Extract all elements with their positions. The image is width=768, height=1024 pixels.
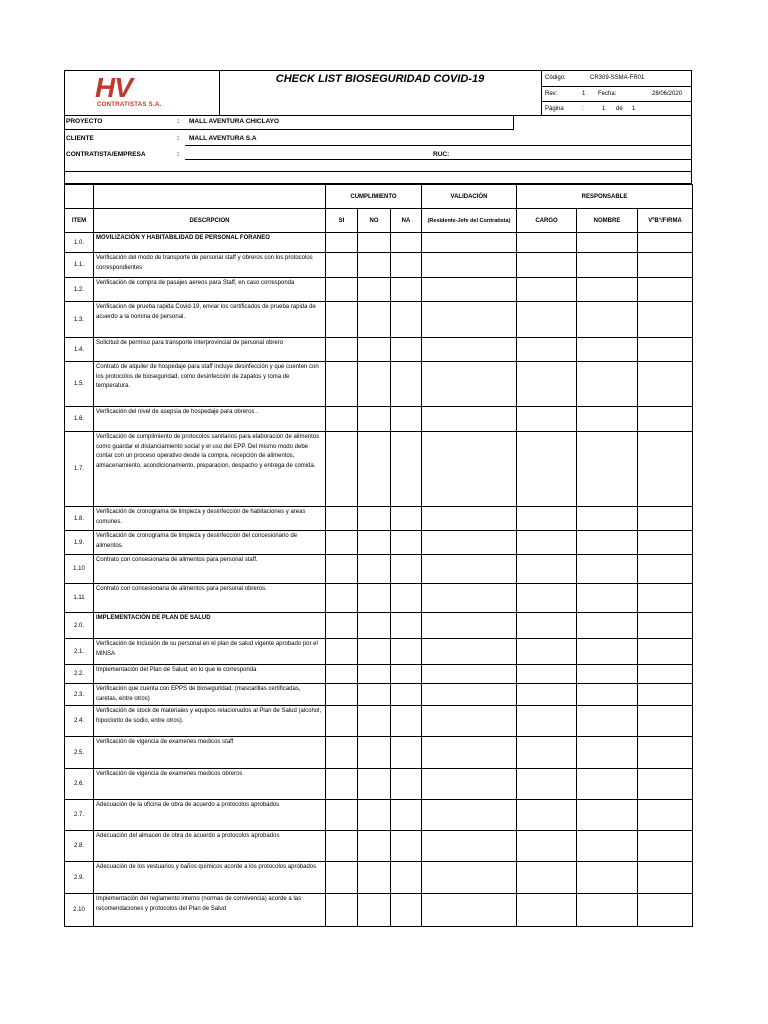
item-description: Solicitud de permiso para transporte interprovincial de personal obrero [94,338,326,362]
no-cell[interactable] [358,233,391,253]
firma-cell[interactable] [638,584,693,613]
na-cell[interactable] [391,555,422,584]
na-cell[interactable] [391,432,422,507]
cargo-cell[interactable] [517,862,577,894]
ruc-label: RUC: [433,151,450,158]
firma-cell[interactable] [638,302,693,338]
si-cell[interactable] [326,639,358,665]
validacion-cell[interactable] [422,584,517,613]
validacion-header: VALIDACIÓN [422,185,517,209]
table-row [65,278,693,302]
table-row [65,362,693,407]
nombre-cell[interactable] [577,706,638,737]
table-row [65,769,693,800]
cargo-cell[interactable] [517,769,577,800]
na-cell[interactable] [391,706,422,737]
table-row [65,737,693,769]
validacion-cell[interactable] [422,894,517,927]
firma-cell[interactable] [638,769,693,800]
table-row [65,531,693,555]
validacion-cell[interactable] [422,432,517,507]
codigo-label: Código: [545,75,566,81]
cargo-cell[interactable] [517,831,577,862]
table-row [65,584,693,613]
item-number: 1.7. [65,432,94,507]
item-description: Verificación de cumplimiento de protocolos sanitarios para elaboración de alimentos como guardar el distanciamiento social y el uso del EPP. Del mismo modo debe contar con un proceso operativo desde la compra, recepción de alimentos, almacenamiento, acondicionamiento, preparacion, despacho y entrega de comida. [94,432,326,507]
si-cell[interactable] [326,706,358,737]
cargo-cell[interactable] [517,684,577,706]
table-row [65,684,693,706]
nombre-cell[interactable] [577,302,638,338]
cargo-cell[interactable] [517,613,577,639]
no-cell[interactable] [358,584,391,613]
si-cell[interactable] [326,362,358,407]
item-number: 2.8. [65,831,94,862]
firma-cell[interactable] [638,278,693,302]
checklist-sheet [64,70,692,927]
item-number: 2.1. [65,639,94,665]
nombre-cell[interactable] [577,407,638,432]
cargo-cell[interactable] [517,507,577,531]
validacion-cell[interactable] [422,737,517,769]
na-cell[interactable] [391,407,422,432]
cargo-cell[interactable] [517,665,577,684]
nombre-cell[interactable] [577,684,638,706]
validacion-cell[interactable] [422,800,517,831]
col-nombre: NOMBRE [577,209,638,233]
table-row [65,831,693,862]
rev-label: Rev: [545,90,558,97]
cargo-cell[interactable] [517,253,577,278]
no-cell[interactable] [358,278,391,302]
cliente-value: MALL AVENTURA S.A [189,135,257,142]
validacion-cell[interactable] [422,507,517,531]
si-cell[interactable] [326,432,358,507]
na-cell[interactable] [391,737,422,769]
na-cell[interactable] [391,233,422,253]
firma-cell[interactable] [638,737,693,769]
section-title: IMPLEMENTACIÓN DE PLAN DE SALUD [94,613,326,639]
meta-rev [542,87,692,103]
item-number: 2.6. [65,769,94,800]
item-number: 1.1. [65,253,94,278]
nombre-cell[interactable] [577,665,638,684]
si-cell[interactable] [326,584,358,613]
si-cell[interactable] [326,769,358,800]
table-row [65,507,693,531]
firma-cell[interactable] [638,233,693,253]
fecha-label: Fecha: [598,90,617,97]
na-cell[interactable] [391,639,422,665]
si-cell[interactable] [326,338,358,362]
group-header-row [65,185,693,209]
validacion-cell[interactable] [422,338,517,362]
section-title: MOVILIZACIÓN Y HABITABILIDAD DE PERSONAL FORANEO [94,233,326,253]
item-number: 1.9. [65,531,94,555]
col-validacion: (Residente-Jefe del Contratista) [422,209,517,233]
item-description: Verificación que cuenta con EPPS de bioseguridad. (mascarillas certificadas, caretas, entre otros) [94,684,326,706]
si-cell[interactable] [326,507,358,531]
no-cell[interactable] [358,302,391,338]
item-number: 2.2. [65,665,94,684]
si-cell[interactable] [326,531,358,555]
firma-cell[interactable] [638,362,693,407]
nombre-cell[interactable] [577,432,638,507]
cliente-label: CLIENTE [66,135,94,142]
nombre-cell[interactable] [577,555,638,584]
responsable-header: RESPONSABLE [517,185,693,209]
validacion-cell[interactable] [422,278,517,302]
cargo-cell[interactable] [517,639,577,665]
meta-codigo [542,71,692,87]
firma-cell[interactable] [638,684,693,706]
col-firma: VºB°/FIRMA [638,209,693,233]
si-cell[interactable] [326,862,358,894]
no-cell[interactable] [358,706,391,737]
si-cell[interactable] [326,302,358,338]
nombre-cell[interactable] [577,769,638,800]
cargo-cell[interactable] [517,233,577,253]
validacion-cell[interactable] [422,831,517,862]
firma-cell[interactable] [638,665,693,684]
nombre-cell[interactable] [577,531,638,555]
item-number: 1.3. [65,302,94,338]
nombre-cell[interactable] [577,362,638,407]
na-cell[interactable] [391,531,422,555]
validacion-cell[interactable] [422,362,517,407]
nombre-cell[interactable] [577,639,638,665]
table-row [65,800,693,831]
project-info [64,116,692,184]
item-number: 1.6. [65,407,94,432]
item-description: Contrato con consesionaria de alimentos para personal staff. [94,555,326,584]
company-logo [65,71,220,115]
no-cell[interactable] [358,862,391,894]
logo-subtitle: CONTRATISTAS S.A. [97,102,162,108]
document-header [64,70,692,116]
item-number: 1.11 [65,584,94,613]
document-meta [541,71,692,115]
table-row [65,432,693,507]
item-number: 1.8. [65,507,94,531]
no-cell[interactable] [358,894,391,927]
si-cell[interactable] [326,665,358,684]
item-description: Verificación de vigencia de examenes medicos obreros [94,769,326,800]
no-cell[interactable] [358,800,391,831]
contratista-label: CONTRATISTA/EMPRESA [66,151,146,158]
nombre-cell[interactable] [577,894,638,927]
no-cell[interactable] [358,531,391,555]
validacion-cell[interactable] [422,555,517,584]
item-number: 2.5. [65,737,94,769]
firma-cell[interactable] [638,407,693,432]
firma-cell[interactable] [638,531,693,555]
cargo-cell[interactable] [517,278,577,302]
nombre-cell[interactable] [577,737,638,769]
nombre-cell[interactable] [577,253,638,278]
proyecto-value: MALL AVENTURA CHICLAYO [189,118,280,125]
no-cell[interactable] [358,769,391,800]
cargo-cell[interactable] [517,338,577,362]
firma-cell[interactable] [638,862,693,894]
firma-cell[interactable] [638,507,693,531]
cargo-cell[interactable] [517,362,577,407]
col-cargo: CARGO [517,209,577,233]
firma-cell[interactable] [638,800,693,831]
si-cell[interactable] [326,253,358,278]
si-cell[interactable] [326,233,358,253]
table-row [65,407,693,432]
no-cell[interactable] [358,507,391,531]
si-cell[interactable] [326,831,358,862]
item-number: 1.2. [65,278,94,302]
nombre-cell[interactable] [577,338,638,362]
table-row [65,302,693,338]
item-number: 2.4. [65,706,94,737]
validacion-cell[interactable] [422,665,517,684]
item-description: Verificación del modo de transporte de personal staff y obreros con los protocolos correspondientes [94,253,326,278]
fecha-value: 28/06/2020 [652,90,683,97]
cargo-cell[interactable] [517,407,577,432]
na-cell[interactable] [391,253,422,278]
firma-cell[interactable] [638,432,693,507]
no-cell[interactable] [358,737,391,769]
item-description: Verificación de stock de materiales y equipos relacionados al Plan de Salud (alcohol, hipoclorito de sodio, entre otros). [94,706,326,737]
table-row [65,862,693,894]
cargo-cell[interactable] [517,584,577,613]
item-description: Verificación de cronograma de limpieza y desinfección del concesionario de alimentos. [94,531,326,555]
na-cell[interactable] [391,278,422,302]
codigo-value: CR309-SSMA-FR01 [590,75,645,81]
pagina-total: 1 [632,106,636,113]
na-cell[interactable] [391,684,422,706]
si-cell[interactable] [326,613,358,639]
no-cell[interactable] [358,684,391,706]
item-number: 2.9. [65,862,94,894]
na-cell[interactable] [391,665,422,684]
cargo-cell[interactable] [517,302,577,338]
proyecto-label: PROYECTO [66,118,103,125]
proyecto-colon: : [177,118,180,125]
no-cell[interactable] [358,665,391,684]
validacion-cell[interactable] [422,862,517,894]
na-cell[interactable] [391,613,422,639]
na-cell[interactable] [391,362,422,407]
no-cell[interactable] [358,362,391,407]
item-description: Implementación del Plan de Salud, en lo que le corresponda [94,665,326,684]
item-number: 2.0. [65,613,94,639]
firma-cell[interactable] [638,831,693,862]
si-cell[interactable] [326,684,358,706]
nombre-cell[interactable] [577,584,638,613]
document-title: CHECK LIST BIOSEGURIDAD COVID-19 [275,73,485,85]
item-description: Adecuación del almacen de obra de acuerdo a protocolos aprobados [94,831,326,862]
item-number: 1.10 [65,555,94,584]
nombre-cell[interactable] [577,831,638,862]
validacion-cell[interactable] [422,233,517,253]
item-number: 1.4. [65,338,94,362]
firma-cell[interactable] [638,894,693,927]
na-cell[interactable] [391,584,422,613]
validacion-cell[interactable] [422,407,517,432]
col-descripcion: DESCRPCION [94,209,326,233]
item-description: Verificación de vigencia de examenes medicos staff [94,737,326,769]
validacion-cell[interactable] [422,253,517,278]
firma-cell[interactable] [638,555,693,584]
no-cell[interactable] [358,613,391,639]
table-row [65,665,693,684]
na-cell[interactable] [391,302,422,338]
item-number: 1.5. [65,362,94,407]
validacion-cell[interactable] [422,684,517,706]
cargo-cell[interactable] [517,706,577,737]
item-number: 2.7. [65,800,94,831]
cumplimiento-header: CUMPLIMIENTO [326,185,422,209]
item-description: Verificación de compra de pasajes aereos para Staff, en caso corresponda [94,278,326,302]
nombre-cell[interactable] [577,800,638,831]
cargo-cell[interactable] [517,800,577,831]
validacion-cell[interactable] [422,639,517,665]
cliente-colon: : [177,135,180,142]
nombre-cell[interactable] [577,862,638,894]
nombre-cell[interactable] [577,507,638,531]
no-cell[interactable] [358,338,391,362]
table-row [65,639,693,665]
validacion-cell[interactable] [422,769,517,800]
item-number: 1.0. [65,233,94,253]
item-description: Verificación de cronograma de limpieza y desinfección de habitaciones y areas comunes. [94,507,326,531]
si-cell[interactable] [326,894,358,927]
firma-cell[interactable] [638,613,693,639]
pagina-de: de [616,106,623,113]
na-cell[interactable] [391,831,422,862]
col-si: SI [326,209,358,233]
table-row [65,613,693,639]
table-row [65,894,693,927]
validacion-cell[interactable] [422,302,517,338]
cargo-cell[interactable] [517,432,577,507]
no-cell[interactable] [358,432,391,507]
no-cell[interactable] [358,407,391,432]
no-cell[interactable] [358,253,391,278]
item-description: Contrato con consesionaria de alimentos para personal obreros. [94,584,326,613]
col-no: NO [358,209,391,233]
firma-cell[interactable] [638,639,693,665]
cargo-cell[interactable] [517,555,577,584]
nombre-cell[interactable] [577,278,638,302]
no-cell[interactable] [358,555,391,584]
col-na: NA [391,209,422,233]
firma-cell[interactable] [638,706,693,737]
table-row [65,555,693,584]
na-cell[interactable] [391,862,422,894]
firma-cell[interactable] [638,253,693,278]
cargo-cell[interactable] [517,894,577,927]
si-cell[interactable] [326,278,358,302]
rev-value: 1 [582,90,586,97]
item-number: 2.10 [65,894,94,927]
na-cell[interactable] [391,800,422,831]
no-cell[interactable] [358,639,391,665]
no-cell[interactable] [358,831,391,862]
item-number: 2.3. [65,684,94,706]
na-cell[interactable] [391,769,422,800]
cargo-cell[interactable] [517,737,577,769]
checklist-table [64,184,693,927]
col-item: ITEM [65,209,94,233]
pagina-label: Página [545,106,564,113]
item-description: Verificación de inclusión de su personal en el plan de salud vigente aprobado por el MINSA [94,639,326,665]
cargo-cell[interactable] [517,531,577,555]
pagina-num: 1 [602,106,606,113]
item-description: Verificación del nivel de asepsia de hospedaje para obreros . [94,407,326,432]
item-description: Implementación del reglamento interno (normas de convivencia) acorde a las recomendaciones y protocolos del Plan de Salud [94,894,326,927]
na-cell[interactable] [391,338,422,362]
si-cell[interactable] [326,555,358,584]
item-description: Verificacion de prueba rapida Covid-19, enviar los certificados de prueba rapida de acuerdo a la nomina de personal. [94,302,326,338]
si-cell[interactable] [326,407,358,432]
firma-cell[interactable] [638,338,693,362]
nombre-cell[interactable] [577,613,638,639]
na-cell[interactable] [391,507,422,531]
na-cell[interactable] [391,894,422,927]
si-cell[interactable] [326,737,358,769]
logo-mark: HV [95,72,132,103]
pagina-sep: : [582,106,584,113]
item-description: Adecuación de los vestuarios y baños químicos acorde a los protocolos aprobados [94,862,326,894]
validacion-cell[interactable] [422,531,517,555]
item-description: Contrato de alquiler de hospedaje para staff incluye desinfección y que cuenten con los protocolos de bioseguridad, como desinfección de zapatos y toma de temperatura. [94,362,326,407]
table-row [65,706,693,737]
item-description: Adecuación de la oficina de obra de acuerdo a protocolos aprobados [94,800,326,831]
validacion-cell[interactable] [422,706,517,737]
column-header-row [65,209,693,233]
validacion-cell[interactable] [422,613,517,639]
contratista-colon: : [177,151,180,158]
table-row [65,233,693,253]
nombre-cell[interactable] [577,233,638,253]
table-row [65,338,693,362]
meta-pagina [542,102,692,117]
table-row [65,253,693,278]
si-cell[interactable] [326,800,358,831]
